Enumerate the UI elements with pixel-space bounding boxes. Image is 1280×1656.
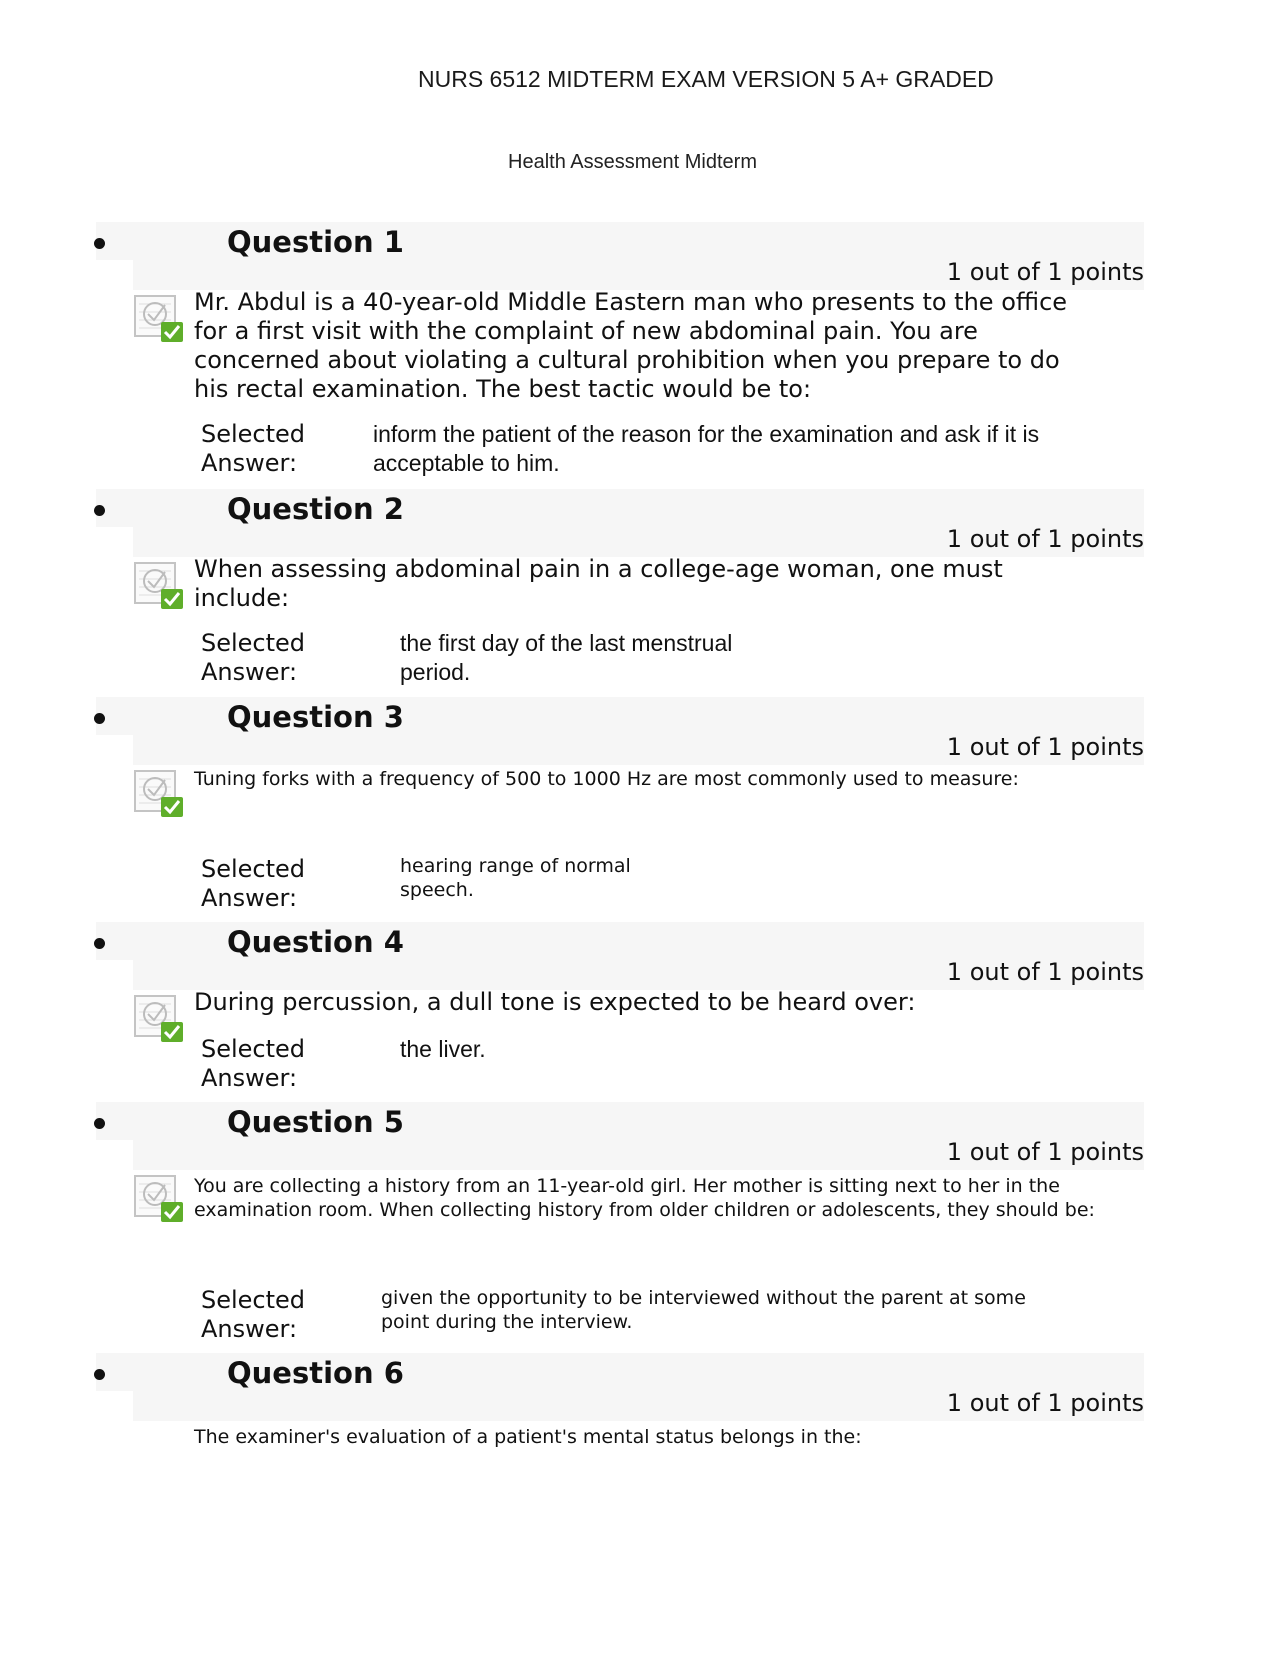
correct-check-icon (133, 990, 187, 1044)
question-title: Question 5 (227, 1105, 404, 1139)
question-points: 1 out of 1 points (946, 1389, 1144, 1417)
question-title: Question 6 (227, 1356, 404, 1390)
question-text: The examiner's evaluation of a patient's mental status belongs in the: (194, 1426, 862, 1448)
question-text: When assessing abdominal pain in a college-age woman, one must include: (194, 555, 1003, 612)
question-points: 1 out of 1 points (946, 258, 1144, 286)
selected-answer-label: Selected Answer: (201, 855, 306, 912)
selected-answer-text: hearing range of normal speech. (400, 855, 631, 901)
bullet-icon (94, 1369, 105, 1380)
question-text: Mr. Abdul is a 40-year-old Middle Eastern man who presents to the office for a first visit with the complaint of new abdominal pain. You are concerned about violating a cultural prohibition when you prepare to do his rectal examination. The best tactic would be to: (194, 288, 1068, 403)
question-title: Question 2 (227, 492, 404, 526)
question-points: 1 out of 1 points (946, 733, 1144, 761)
document-subtitle: Health Assessment Midterm (508, 151, 757, 173)
question-points: 1 out of 1 points (946, 525, 1144, 553)
selected-answer-text: the liver. (400, 1036, 486, 1062)
correct-check-icon (133, 765, 187, 819)
question-title: Question 4 (227, 925, 404, 959)
bullet-icon (94, 505, 105, 516)
selected-answer-label: Selected Answer: (201, 420, 306, 477)
bullet-icon (94, 1118, 105, 1129)
selected-answer-text: inform the patient of the reason for the examination and ask if it is acceptable to him. (373, 421, 1040, 476)
selected-answer-text: the first day of the last menstrual period. (400, 630, 733, 685)
selected-answer-label: Selected Answer: (201, 629, 306, 686)
correct-check-icon (133, 1170, 187, 1224)
question-points: 1 out of 1 points (946, 1138, 1144, 1166)
bullet-icon (94, 938, 105, 949)
document-title: NURS 6512 MIDTERM EXAM VERSION 5 A+ GRADED (418, 66, 994, 92)
correct-check-icon (133, 290, 187, 344)
question-title: Question 1 (227, 225, 404, 259)
selected-answer-label: Selected Answer: (201, 1286, 306, 1343)
question-points: 1 out of 1 points (946, 958, 1144, 986)
bullet-icon (94, 713, 105, 724)
question-text: Tuning forks with a frequency of 500 to 1000 Hz are most commonly used to measure: (194, 768, 1019, 790)
question-text: You are collecting a history from an 11-year-old girl. Her mother is sitting next to her in the examination room. When collecting history from older children or adolescents, they should be: (194, 1175, 1095, 1221)
bullet-icon (94, 238, 105, 249)
question-text: During percussion, a dull tone is expected to be heard over: (194, 988, 916, 1016)
selected-answer-label: Selected Answer: (201, 1035, 306, 1092)
selected-answer-text: given the opportunity to be interviewed without the parent at some point during the interview. (381, 1287, 1026, 1333)
correct-check-icon (133, 557, 187, 611)
question-title: Question 3 (227, 700, 404, 734)
